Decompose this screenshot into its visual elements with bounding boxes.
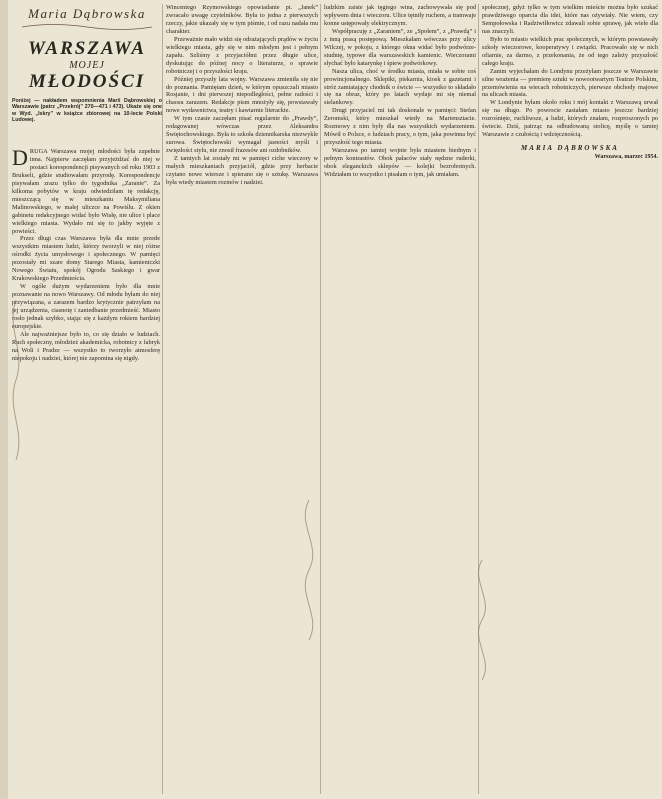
paragraph: Przeważnie mało widzi się odrażających prądów w życiu wielkiego miasta, gdy się w nim młodym jest i pełnym zapału. Szliśmy z przyjaciółmi przez długie ulice, dyskutując do późnej nocy o literaturze, o sprawie robotniczej i o przyszłości kraju. <box>166 35 318 75</box>
decorative-flourish-icon <box>296 500 322 640</box>
paragraph: W tym czasie zaczęłam pisać regularnie do „Prawdy”, redagowanej wówczas przez Aleksandra Świętochowskiego. Była to szkoła dziennikarska niezwykle surowa. Świętochowski wymagał jasności myśli i zwięzłości stylu, nie znosił frazesów ani ozdobników. <box>166 115 318 155</box>
title-line-2: MOJEJ <box>69 60 105 71</box>
paragraph: Przez długi czas Warszawa była dla mnie przede wszystkim miastem ludzi, którzy tworzyli w niej różne ośrodki życia umysłowego i społecznego. W pamięci pozostały mi szare domy Starego Miasta, kamieniczki Nowego Światu, spokój Ogrodu Saskiego i gwar Krakowskiego Przedmieścia. <box>12 235 160 283</box>
paragraph: Było to miasto wielkich prac społecznych, w którym powstawały szkoły wieczorowe, kooperatywy i związki. Pracowało się w nich ofiarnie, za darmo, z przekonania, że od tego zależy przyszłość całego kraju. <box>482 35 658 67</box>
paragraph: Wincentego Rzymowskiego opowiadanie pt. „Janek” zwracało uwagę czytelników. Była to jedna z pierwszych rzeczy, jakie ukazały się w tym piśmie, i od razu nadała mu charakter. <box>166 4 318 35</box>
column-1 <box>12 148 160 794</box>
paragraph: RUGA Warszawa mojej młodości była zupełnie inna. Najpierw zaczęłam przyjeżdżać do niej w postaci korespondencji pisywanych od roku 1903 z Brukseli, gdzie studiowałam przyrodę. Korespondencje pisywałam zrazu tylko do tygodnika „Zaranie”. Za kilkoma pobytów w kraju odwiedziłam tę redakcję, mieszczącą się w mieszkaniu Maksymiliana Malinowskiego, w małej uliczce na Powiślu. Z okien gabinetu redakcyjnego widać było Wisłę, nie ulice i place wielkiego miasta. Wydało mi się to jakby wyjęte z powieści. <box>12 148 160 235</box>
decorative-flourish-icon <box>470 560 494 680</box>
article-intro: Poniżej — nakładem wspomnienia Marii Dąbrowskiej o Warszawie (patrz „Przekrój” 270—471 i 473). Ukaże się one w Wyd. „Iskry” w książce zbiorowej na 10-lecie Polski Ludowej. <box>12 98 162 124</box>
title-line-1: WARSZAWA <box>27 38 147 59</box>
paragraph: Ale najważniejsze było to, co się działo w ludziach. Ruch społeczny, młodzież akademicka, robotnicy z fabryk na Woli i Pradze — wszystko to tworzyło atmosferę niepokoju i nadziei, której nie zapomina się nigdy. <box>12 330 160 362</box>
paragraph: Zanim wyjechałam do Londynu przeżyłam jeszcze w Warszawie silne wrażenia — premierę sztuki w nowootwartym Teatrze Polskim, przemówienia na wiecach robotniczych, pierwsze obchody majowe na ulicach miasta. <box>482 67 658 99</box>
column-3 <box>324 4 476 796</box>
paragraph: Drugi przyjaciel mi tak doskonale w pamięci: Stefan Żeromski, który mieszkał wtedy na Mariensztacie. Rozmowy z nim były dla nas wszystkich wydarzeniem. Mówił o Polsce, o ludziach pracy, o tym, jaka powinna być przyszłość tego miasta. <box>324 107 476 147</box>
decorative-flourish-icon <box>6 300 26 460</box>
column-rule <box>162 4 163 794</box>
column-rule <box>320 4 321 794</box>
paragraph: W Londynie byłam około roku i mój kontakt z Warszawą urwał się na długo. Po powrocie zastałam miasto jeszcze bardziej rozrośnięte, ruchliwsze, a ludzi, których znałam, rozproszonych po świecie. Dziś, patrząc na odbudowaną stolicę, myślę o tamtej Warszawie z czułością i wdzięcznością. <box>482 99 658 139</box>
paragraph: Z tamtych lat zostały mi w pamięci ciche wieczory w małych mieszkaniach przyjaciół, gdzie przy herbacie czytano nowe wiersze i spierano się o sztukę. Warszawa była wtedy miastem rozmów i nadziei. <box>166 155 318 186</box>
paragraph: W ogóle dużym wydarzeniem było dla mnie poznawanie na nowo Warszawy. Od młodu byłam do niej przywiązana, a zarazem bardzo krytycznie patrzyłam na jej urządzenia, ciasnotę i zaniedbanie przedmieść. Miasto rosło jednak szybko, stając się z każdym rokiem bardziej europejskie. <box>12 283 160 330</box>
column-4 <box>482 4 658 796</box>
article-header <box>12 4 162 124</box>
author-signature: MARIA DĄBROWSKA <box>521 144 619 153</box>
author-name: Maria Dąbrowska <box>28 6 146 21</box>
title-line-3: MŁODOŚCI <box>28 71 146 92</box>
paragraph: Współpracuję z „Zaraniem”, ze „Społem”, z „Prawdą” i z inną prasą postępową. Mieszkałam wówczas przy ulicy Wilczej, w pokoju, z którego okna widać było podwórze-studnię, typowe dla warszawskich kamienic. Wieczorami słychać było katarynkę i śpiew podwórkowy. <box>324 27 476 67</box>
drop-cap: D <box>12 148 28 170</box>
ornament-top <box>12 22 162 34</box>
paragraph: Później przyszły lata wojny. Warszawa zmieniła się nie do poznania. Pamiętam dzień, w którym opuszczali miasto Rosjanie, i dni pierwszej niepodległości, pełne radości i chaosu zarazem. Redakcje pism mnożyły się, powstawały nowe wydawnictwa, teatry i kawiarnie literackie. <box>166 75 318 115</box>
paragraph: Nasza ulica, choć w środku miasta, miała w sobie coś prowincjonalnego. Sklepiki, piekarnia, kiosk z gazetami i stróż zamiatający chodnik o świcie — wszystko to składało się na obraz, który po latach wydaje mi się niemal sielankowy. <box>324 67 476 107</box>
paragraph: Warszawa po tamtej wojnie była miastem biednym i pełnym kontrastów. Obok pałaców stały nędzne ruderki, obok eleganckich sklepów — kolejki bezrobotnych. Widziałam to wszystko i pisałam o tym, jak umiałam. <box>324 147 476 179</box>
paragraph: ludzkim zaiste jak tęgiego wina, zachowywała się pod wpływem dnia i wieczoru. Ulice tętniły ruchem, a tramwaje konne ustępowały elektrycznym. <box>324 4 476 27</box>
dateline: Warszawa, marzec 1954. <box>594 154 658 161</box>
paragraph: społecznej, gdyż tylko w tym wielkim mieście można było szukać prawdziwego oparcia dla idei, które nas ożywiały. Nie wiem, czy Sempołowska i Radziwiłłowicz zdawali sobie sprawę, jak wiele dla nas znaczyli. <box>482 4 658 35</box>
column-2 <box>166 4 318 796</box>
